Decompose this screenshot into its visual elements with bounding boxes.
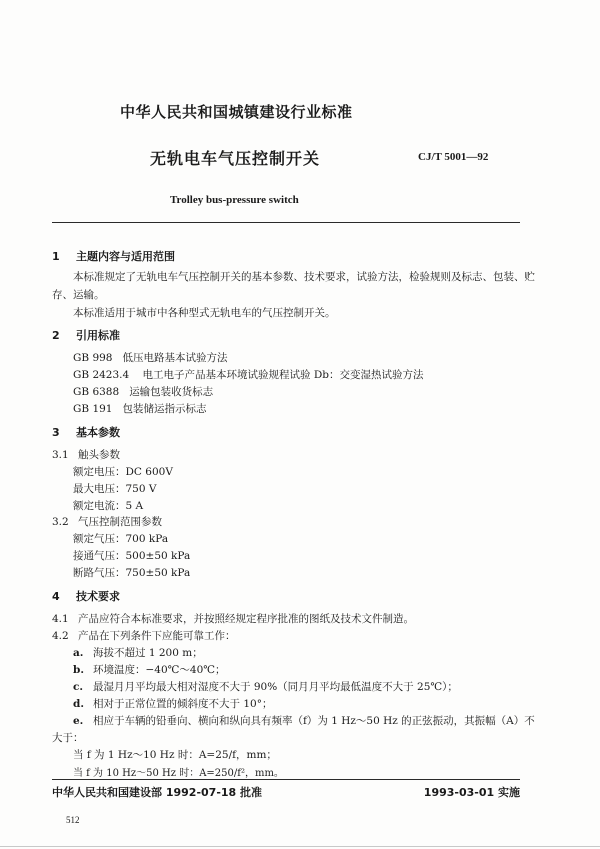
condition-item: d. 相对于正常位置的倾斜度不大于 10°； xyxy=(73,698,273,710)
clause-4-1: 4.1 产品应符合本标准要求，并按照经规定程序批准的图纸及技术文件制造。 xyxy=(52,613,414,625)
scan-border xyxy=(0,846,600,847)
clause-4-2: 4.2 产品在下列条件下应能可靠工作： xyxy=(52,630,236,642)
standard-title-cn: 无轨电车气压控制开关 xyxy=(150,149,321,168)
condition-item: a. 海拔不超过 1 200 m； xyxy=(73,647,203,659)
reference-item: GB 998 低压电路基本试验方法 xyxy=(73,352,228,364)
subsection-3-1-heading: 3.1 触头参数 xyxy=(52,449,120,461)
condition-item: c. 最湿月月平均最大相对湿度不大于 90%（同月月平均最低温度不大于 25℃）； xyxy=(73,681,458,693)
parameter-item: 额定电压：DC 600V xyxy=(73,466,173,478)
parameter-item: 接通气压：500±50 kPa xyxy=(73,550,191,562)
section-2-heading: 2 引用标准 xyxy=(52,329,120,342)
section-1-paragraph-1-cont: 存、运输。 xyxy=(52,289,105,301)
section-1-paragraph-2: 本标准适用于城市中各种型式无轨电车的气压控制开关。 xyxy=(73,307,336,319)
issuing-organization: 中华人民共和国城镇建设行业标准 xyxy=(120,103,353,121)
parameter-item: 额定电流：5 A xyxy=(73,500,144,512)
header-divider xyxy=(52,222,520,223)
parameter-item: 额定气压：700 kPa xyxy=(73,533,169,545)
condition-item: e. 相应于车辆的铅垂向、横向和纵向具有频率（f）为 1 Hz～50 Hz 的正弦振动，其振幅（A）不 xyxy=(73,715,535,727)
subsection-3-2-heading: 3.2 气压控制范围参数 xyxy=(52,516,162,528)
formula-line: 当 f 为 1 Hz～10 Hz 时：A=25/f，mm； xyxy=(73,749,277,761)
section-4-heading: 4 技术要求 xyxy=(52,590,120,603)
page-number: 512 xyxy=(66,815,80,825)
formula-line: 当 f 为 10 Hz～50 Hz 时：A=250/f²，mm。 xyxy=(73,768,284,779)
condition-e-continuation: 大于： xyxy=(52,732,84,744)
section-3-heading: 3 基本参数 xyxy=(52,426,120,439)
standard-title-en: Trolley bus-pressure switch xyxy=(170,194,299,206)
reference-item: GB 191 包装储运指示标志 xyxy=(73,403,207,415)
reference-item: GB 2423.4 电工电子产品基本环境试验规程试验 Db：交变湿热试验方法 xyxy=(73,369,424,381)
section-1-heading: 1 主题内容与适用范围 xyxy=(52,250,175,263)
section-1-paragraph-1: 本标准规定了无轨电车气压控制开关的基本参数、技术要求，试验方法，检验规则及标志、包装、贮 xyxy=(73,271,535,283)
footer-divider xyxy=(52,779,520,780)
implementation-date: 1993-03-01 实施 xyxy=(423,786,520,799)
reference-item: GB 6388 运输包装收货标志 xyxy=(73,386,214,398)
standard-code: CJ/T 5001—92 xyxy=(418,151,489,163)
condition-item: b. 环境温度：−40℃～40℃； xyxy=(73,664,226,676)
parameter-item: 断路气压：750±50 kPa xyxy=(73,567,191,579)
parameter-item: 最大电压：750 V xyxy=(73,483,157,495)
approval-info: 中华人民共和国建设部 1992-07-18 批准 xyxy=(52,786,263,799)
